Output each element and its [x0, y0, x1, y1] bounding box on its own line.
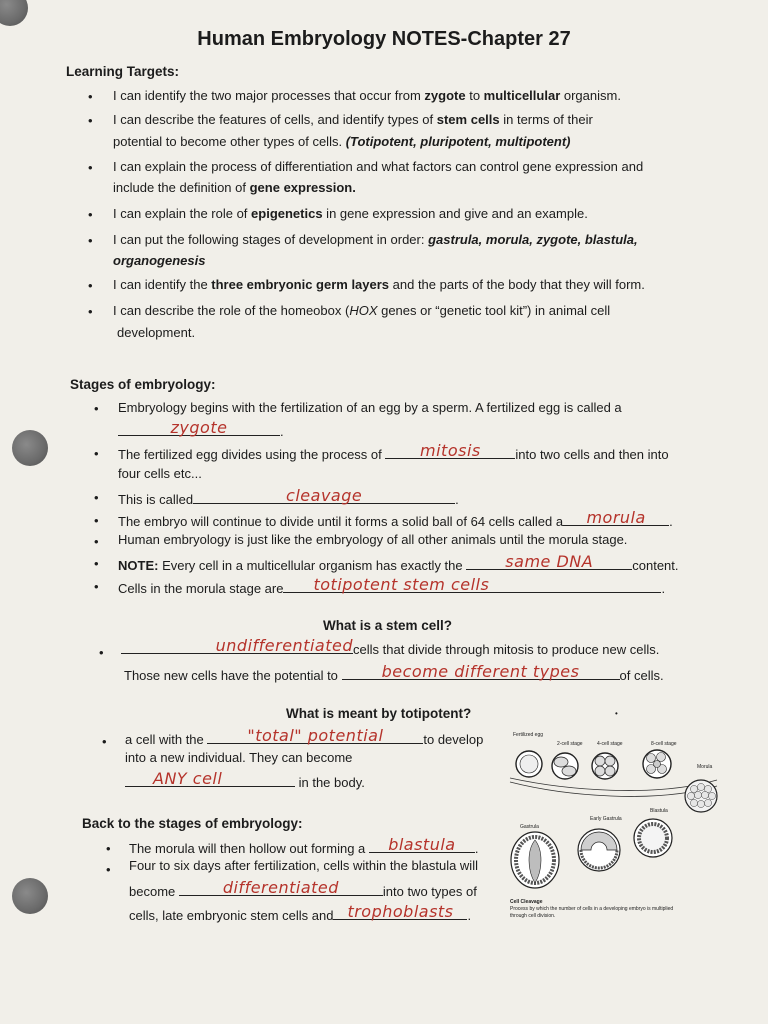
bullet: • — [102, 734, 107, 749]
stage-1-line-2: zygote . — [118, 420, 284, 440]
learning-targets-heading: Learning Targets: — [66, 64, 180, 79]
label-blastula: Blastula — [650, 808, 668, 814]
back-stage-2-line-1: Four to six days after fertilization, cells within the blastula will — [129, 858, 478, 873]
bullet: • — [88, 304, 93, 319]
learning-target-3-line-2: include the definition of gene expression. — [113, 180, 356, 195]
learning-target-7-line-2: development. — [117, 325, 196, 340]
stage-4: The embryo will continue to divide until it forms a solid ball of 64 cells called a morula . — [118, 508, 673, 529]
handwritten-answer-total-potential: "total" potential — [247, 726, 384, 745]
answer-blank — [466, 554, 632, 570]
answer-blank — [207, 728, 423, 744]
stray-dot: • — [615, 709, 618, 718]
handwritten-answer-differentiated: differentiated — [222, 878, 339, 897]
answer-blank — [193, 488, 455, 504]
eight-cell-icon — [643, 750, 671, 778]
bullet: • — [94, 513, 99, 528]
label-morula: Morula — [697, 764, 713, 770]
handwritten-answer-morula: morula — [586, 508, 646, 527]
stage-2-line-1: The fertilized egg divides using the process of mitosis into two cells and then into — [118, 441, 669, 462]
stem-cell-line-2: Those new cells have the potential to become different types of cells. — [124, 662, 664, 683]
learning-target-2-line-2: potential to become other types of cells. (Totipotent, pluripotent, multipotent) — [113, 134, 571, 149]
handwritten-answer-cleavage: cleavage — [286, 486, 363, 505]
morula-icon — [685, 780, 717, 812]
two-cell-icon — [552, 753, 578, 779]
handwritten-answer-undifferentiated: undifferentiated — [215, 636, 353, 655]
bullet: • — [94, 579, 99, 594]
bullet: • — [88, 89, 93, 104]
label-fertilized-egg: Fertilized egg — [513, 732, 544, 738]
learning-target-3-line-1: I can explain the process of differentiation and what factors can control gene expression and — [113, 159, 644, 174]
figure-caption: Process by which the number of cells in a developing embryo is multiplied — [510, 906, 674, 912]
punch-hole-top — [0, 0, 28, 26]
bullet: • — [94, 401, 99, 416]
handwritten-answer-zygote: zygote — [170, 418, 228, 437]
bullet: • — [94, 534, 99, 549]
bullet: • — [94, 490, 99, 505]
totipotent-line-3: ANY cell in the body. — [125, 771, 365, 791]
cell-cleavage-figure — [505, 720, 720, 935]
answer-blank — [179, 880, 383, 896]
stage-7: Cells in the morula stage are totipotent stem cells . — [118, 575, 666, 596]
fertilized-egg-icon — [516, 751, 542, 777]
stage-2-line-2: four cells etc... — [118, 466, 202, 481]
stage-3: This is called cleavage . — [118, 486, 459, 507]
label-early-gastrula: Early Gastrula — [590, 816, 622, 822]
learning-target-1: I can identify the two major processes that occur from zygote to multicellular organism. — [113, 88, 621, 103]
answer-blank — [333, 904, 467, 920]
label-2-cell-stage: 2-cell stage — [557, 741, 583, 747]
bullet: • — [88, 233, 93, 248]
punch-hole-bottom — [12, 878, 48, 914]
bullet: • — [88, 278, 93, 293]
totipotent-line-1: a cell with the "total" potential to develop — [125, 726, 484, 747]
answer-blank — [342, 664, 620, 680]
label-4-cell-stage: 4-cell stage — [597, 741, 623, 747]
back-stage-2-line-3: cells, late embryonic stem cells and trophoblasts . — [129, 902, 472, 923]
blastula-icon — [634, 819, 672, 857]
learning-target-5-line-1: I can put the following stages of development in order: gastrula, morula, zygote, blastula, — [113, 232, 638, 247]
page-title: Human Embryology NOTES-Chapter 27 — [197, 28, 571, 50]
stem-cell-heading: What is a stem cell? — [323, 618, 453, 633]
stage-5: Human embryology is just like the embryology of all other animals until the morula stage. — [118, 532, 628, 547]
stage-1-line-1: Embryology begins with the fertilization of an egg by a sperm. A fertilized egg is called a — [118, 400, 622, 415]
figure-caption-2: through cell division. — [510, 913, 556, 919]
answer-blank — [125, 771, 295, 787]
bullet: • — [94, 446, 99, 461]
handwritten-answer-become-different-types: become different types — [381, 662, 580, 681]
early-gastrula-icon — [578, 829, 620, 871]
answer-blank — [385, 443, 515, 459]
bullet: • — [106, 862, 111, 877]
learning-target-7-line-1: I can describe the role of the homeobox (HOX genes or “genetic tool kit”) in animal cell — [113, 303, 611, 318]
learning-target-2-line-1: I can describe the features of cells, and identify types of stem cells in terms of their — [113, 112, 593, 127]
answer-blank — [369, 837, 475, 853]
answer-blank — [121, 638, 353, 654]
bullet: • — [106, 841, 111, 856]
answer-blank — [118, 420, 280, 436]
back-stage-2-line-2: become differentiated into two types of — [129, 878, 477, 899]
back-stage-1: The morula will then hollow out forming a blastula . — [129, 835, 479, 856]
handwritten-answer-any-cell: ANY cell — [153, 769, 223, 788]
answer-blank — [283, 577, 661, 593]
label-gastrula: Gastrula — [520, 824, 539, 830]
totipotent-heading: What is meant by totipotent? — [286, 706, 472, 721]
stages-heading: Stages of embryology: — [70, 377, 216, 392]
handwritten-answer-totipotent-stem-cells: totipotent stem cells — [313, 575, 490, 594]
bullet: • — [88, 113, 93, 128]
handwritten-answer-trophoblasts: trophoblasts — [347, 902, 454, 921]
bullet: • — [94, 556, 99, 571]
punch-hole-middle — [12, 430, 48, 466]
totipotent-line-2: into a new individual. They can become — [125, 750, 353, 765]
bullet: • — [88, 207, 93, 222]
handwritten-answer-mitosis: mitosis — [420, 441, 481, 460]
learning-target-4: I can explain the role of epigenetics in gene expression and give and an example. — [113, 206, 588, 221]
learning-target-5-line-2: organogenesis — [113, 253, 206, 268]
bullet: • — [88, 160, 93, 175]
handwritten-answer-same-dna: same DNA — [505, 552, 594, 571]
back-to-stages-heading: Back to the stages of embryology: — [82, 816, 303, 831]
stem-cell-line-1: undifferentiated cells that divide through mitosis to produce new cells. — [121, 638, 659, 658]
four-cell-icon — [592, 753, 618, 779]
gastrula-icon — [511, 832, 559, 888]
label-8-cell-stage: 8-cell stage — [651, 741, 677, 747]
handwritten-answer-blastula: blastula — [388, 835, 456, 854]
answer-blank — [563, 510, 669, 526]
bullet: • — [99, 645, 104, 660]
learning-target-6: I can identify the three embryonic germ layers and the parts of the body that they will form. — [113, 277, 645, 292]
stage-6: NOTE: Every cell in a multicellular organism has exactly the same DNA content. — [118, 552, 679, 573]
figure-caption-title: Cell Cleavage — [510, 899, 543, 905]
